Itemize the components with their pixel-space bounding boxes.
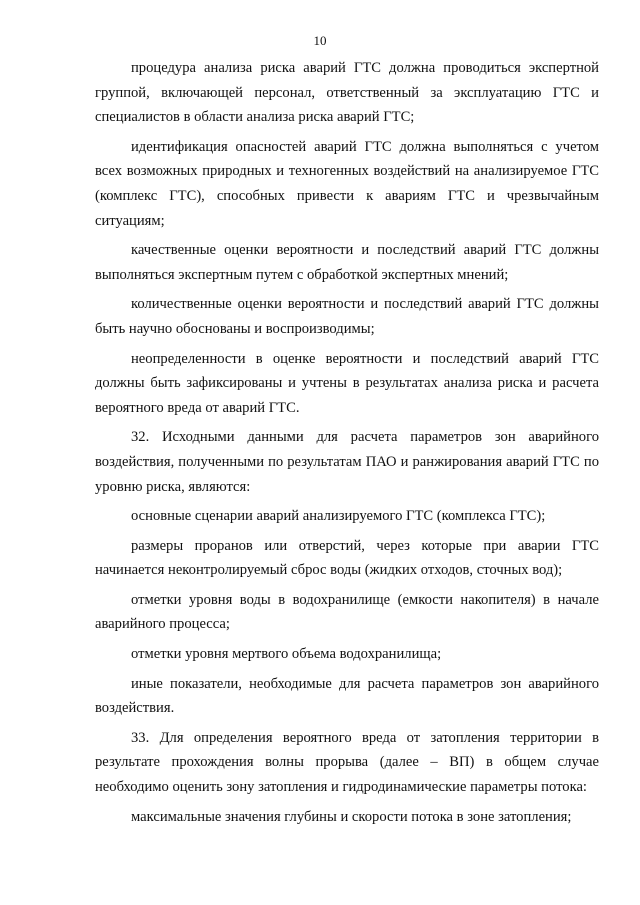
paragraph: иные показатели, необходимые для расчета параметров зон аварийного воздействия. — [95, 675, 599, 717]
paragraph: отметки уровня мертвого объема водохранилища; — [131, 646, 442, 663]
document-body — [95, 56, 599, 834]
paragraph: основные сценарии аварий анализируемого ГТС (комплекса ГТС); — [131, 508, 546, 525]
paragraph: 33. Для определения вероятного вреда от затопления территории в результате прохождения волны прорыва (далее – ВП) в общем случае необходимо оценить зону затопления и гидродинамические параметры потока: — [95, 729, 599, 796]
paragraph: максимальные значения глубины и скорости потока в зоне затопления; — [131, 808, 572, 825]
paragraph: количественные оценки вероятности и последствий аварий ГТС должны быть научно обоснованы и воспроизводимы; — [95, 296, 599, 337]
paragraph: размеры проранов или отверстий, через которые при аварии ГТС начинается неконтролируемый сброс воды (жидких отходов, сточных вод); — [95, 537, 599, 579]
paragraph: неопределенности в оценке вероятности и последствий аварий ГТС должны быть зафиксированы и учтены в результатах анализа риска и расчета вероятного вреда от аварий ГТС. — [95, 350, 599, 416]
paragraph: качественные оценки вероятности и последствий аварий ГТС должны выполняться экспертным путем с обработкой экспертных мнений; — [95, 242, 599, 283]
paragraph: идентификация опасностей аварий ГТС должна выполняться с учетом всех возможных природных и техногенных воздействий на анализируемое ГТС (комплекс ГТС), способных привести к авариям ГТС и чрезвычайным ситуациям; — [95, 138, 599, 229]
paragraph: процедура анализа риска аварий ГТС должна проводиться экспертной группой, включающей персонал, ответственный за эксплуатацию ГТС и специалистов в области анализа риска аварий ГТС; — [95, 60, 599, 126]
paragraph: отметки уровня воды в водохранилище (емкости накопителя) в начале аварийного процесса; — [95, 591, 599, 633]
page-number: 10 — [313, 33, 327, 48]
paragraph: 32. Исходными данными для расчета параметров зон аварийного воздействия, полученными по результатам ПАО и ранжирования аварий ГТС по уровню риска, являются: — [95, 429, 599, 495]
